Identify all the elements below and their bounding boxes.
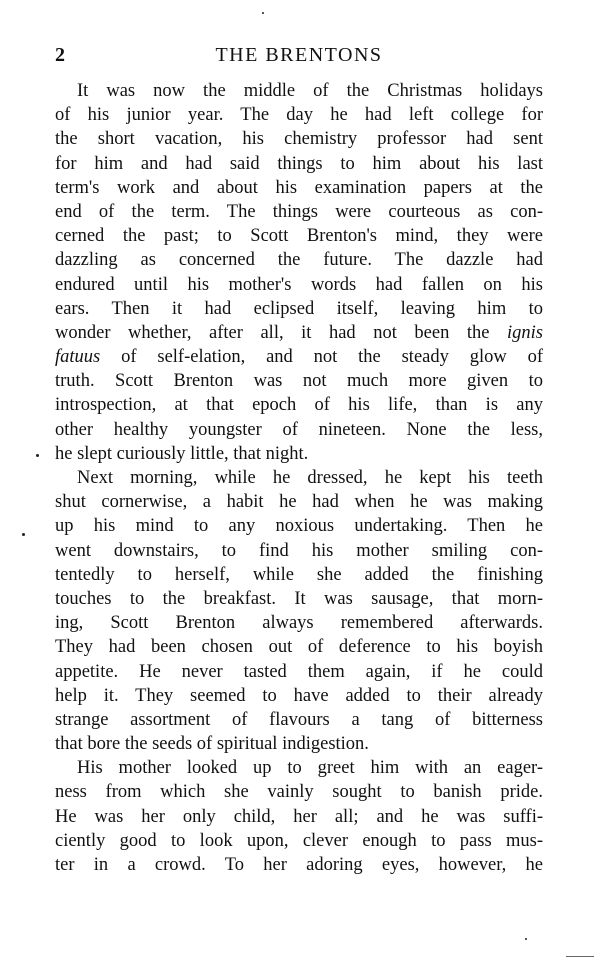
text-line: introspection, at that epoch of his life, than is any (55, 395, 543, 416)
text-line: for him and had said things to him about his last (55, 153, 543, 174)
margin-speck (22, 533, 25, 536)
text-line: up his mind to any noxious undertaking. Then he (55, 516, 543, 537)
text-line: term's work and about his examination papers at the (55, 177, 543, 198)
text-line: went downstairs, to find his mother smiling con- (55, 540, 543, 561)
text-line-with-italic (55, 321, 543, 345)
text-line: strange assortment of flavours a tang of bitterness (55, 709, 543, 730)
page-header (55, 44, 543, 70)
text-line: tentedly to herself, while she added the finishing (55, 564, 543, 585)
text-segment: of self-elation, and not the steady glow of (100, 347, 543, 368)
text-line-with-italic (55, 345, 543, 369)
text-line: He was her only child, her all; and he was suffi- (55, 806, 543, 827)
italic-word: ignis (507, 322, 543, 343)
text-line: ness from which she vainly sought to banish pride. (55, 782, 543, 803)
text-line: His mother looked up to greet him with an eager- (77, 758, 543, 779)
text-line: help it. They seemed to have added to their already (55, 685, 543, 706)
text-line: shut cornerwise, a habit he had when he was making (55, 492, 543, 513)
running-head: THE BRENTONS (215, 44, 383, 66)
text-line: Next morning, while he dressed, he kept his teeth (77, 468, 543, 488)
text-line: ciently good to look upon, clever enough to pass mus- (55, 830, 543, 851)
text-line: he slept curiously little, that night. (55, 443, 309, 464)
text-line: the short vacation, his chemistry professor had sent (55, 129, 543, 150)
text-line: cerned the past; to Scott Brenton's mind, they were (55, 226, 543, 247)
text-line: end of the term. The things were courteous as con- (55, 201, 543, 222)
text-line: endured until his mother's words had fallen on his (55, 274, 543, 295)
page-number: 2 (55, 44, 65, 66)
body-text (55, 79, 543, 877)
text-line: ing, Scott Brenton always remembered afterwards. (55, 613, 543, 634)
text-segment: wonder whether, after all, it had not been the (55, 322, 508, 343)
margin-speck (262, 12, 264, 14)
text-line: It was now the middle of the Christmas holidays (77, 81, 543, 101)
text-line: other healthy youngster of nineteen. None the less, (55, 419, 543, 440)
text-line: truth. Scott Brenton was not much more given to (55, 371, 543, 392)
text-line: ears. Then it had eclipsed itself, leaving him to (55, 298, 543, 319)
margin-speck (525, 938, 527, 940)
text-line: appetite. He never tasted them again, if he could (55, 661, 543, 682)
scan-artifact (566, 956, 594, 957)
italic-word: fatuus (55, 347, 101, 368)
text-line: that bore the seeds of spiritual indigestion. (55, 734, 369, 755)
margin-speck (36, 454, 39, 457)
text-line: of his junior year. The day he had left college for (55, 105, 543, 126)
text-line: dazzling as concerned the future. The dazzle had (55, 250, 543, 271)
text-line: ter in a crowd. To her adoring eyes, however, he (55, 855, 543, 875)
text-line: touches to the breakfast. It was sausage, that morn- (55, 588, 543, 609)
text-line: They had been chosen out of deference to his boyish (55, 637, 543, 658)
